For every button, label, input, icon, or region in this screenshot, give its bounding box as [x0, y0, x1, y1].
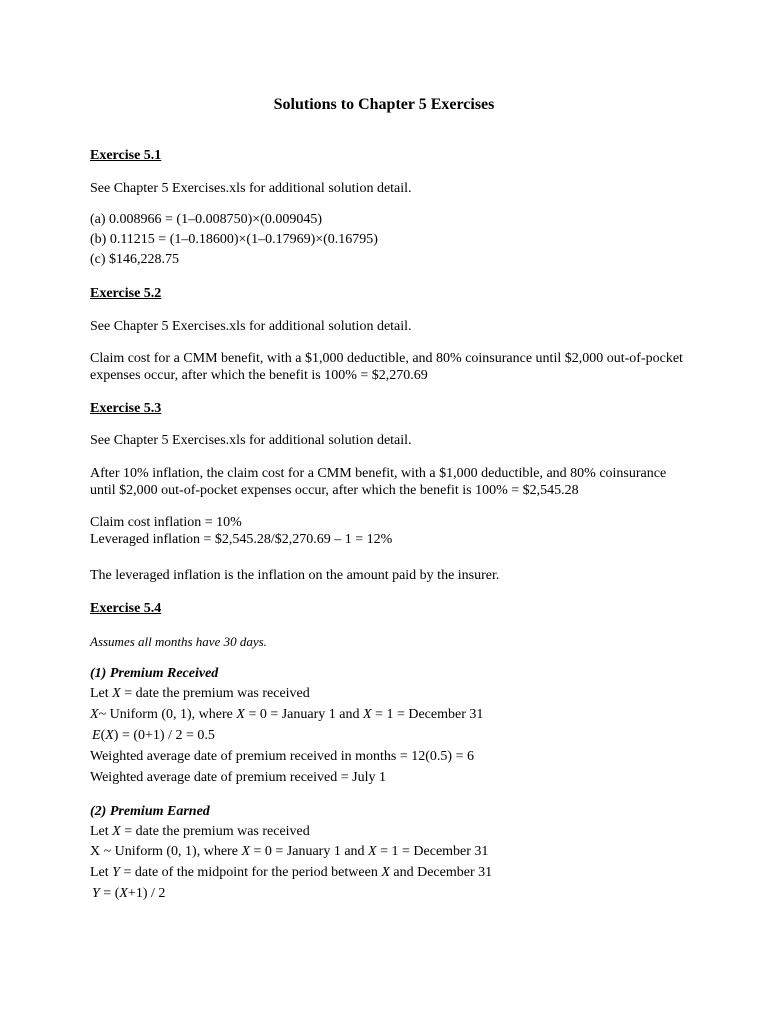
- exercise-5-3-note: See Chapter 5 Exercises.xls for additional solution detail.: [90, 433, 412, 448]
- premium-received-line-1: Let X = date the premium was received: [90, 686, 310, 701]
- premium-received-line-4: Weighted average date of premium received in months = 12(0.5) = 6: [90, 749, 474, 764]
- exercise-5-1-answer-c: (c) $146,228.75: [90, 252, 180, 267]
- page-title: Solutions to Chapter 5 Exercises: [273, 96, 495, 113]
- premium-received-subheading: (1) Premium Received: [90, 666, 219, 681]
- exercise-5-2-note: See Chapter 5 Exercises.xls for additional solution detail.: [90, 319, 412, 334]
- exercise-5-3-conclusion: The leveraged inflation is the inflation on the amount paid by the insurer.: [90, 568, 500, 583]
- exercise-5-4-heading: Exercise 5.4: [90, 601, 162, 616]
- exercise-5-3-heading: Exercise 5.3: [90, 401, 162, 416]
- exercise-5-3-text-line-1: After 10% inflation, the claim cost for a CMM benefit, with a $1,000 deductible, and 80% coinsurance: [90, 466, 667, 481]
- premium-earned-line-3: Let Y = date of the midpoint for the period between X and December 31: [90, 865, 493, 880]
- premium-earned-line-4: Y = (X+1) / 2: [92, 886, 166, 901]
- exercise-5-1-heading: Exercise 5.1: [90, 148, 162, 163]
- premium-earned-line-1: Let X = date the premium was received: [90, 824, 310, 839]
- premium-earned-line-2: X ~ Uniform (0, 1), where X = 0 = January 1 and X = 1 = December 31: [90, 844, 489, 859]
- exercise-5-1-answer-b: (b) 0.11215 = (1–0.18600)×(1–0.17969)×(0.16795): [90, 232, 378, 247]
- exercise-5-2-heading: Exercise 5.2: [90, 286, 162, 301]
- exercise-5-4-assumption: Assumes all months have 30 days.: [90, 634, 267, 649]
- exercise-5-2-text-line-1: Claim cost for a CMM benefit, with a $1,000 deductible, and 80% coinsurance until $2,000 out-of-pocket: [90, 351, 683, 366]
- exercise-5-1-answer-a: (a) 0.008966 = (1–0.008750)×(0.009045): [90, 212, 322, 227]
- premium-received-line-2: X~ Uniform (0, 1), where X = 0 = January 1 and X = 1 = December 31: [90, 707, 484, 722]
- exercise-5-3-text-line-2: until $2,000 out-of-pocket expenses occur, after which the benefit is 100% = $2,545.28: [90, 483, 579, 498]
- exercise-5-2-text-line-2: expenses occur, after which the benefit is 100% = $2,270.69: [90, 368, 428, 383]
- exercise-5-3-claim-cost-inflation: Claim cost inflation = 10%: [90, 515, 242, 530]
- premium-received-line-5: Weighted average date of premium received = July 1: [90, 770, 386, 785]
- exercise-5-1-note: See Chapter 5 Exercises.xls for additional solution detail.: [90, 181, 412, 196]
- exercise-5-3-leveraged-inflation: Leveraged inflation = $2,545.28/$2,270.69 – 1 = 12%: [90, 532, 393, 547]
- premium-received-line-3: E(X) = (0+1) / 2 = 0.5: [92, 728, 215, 743]
- premium-earned-subheading: (2) Premium Earned: [90, 804, 210, 819]
